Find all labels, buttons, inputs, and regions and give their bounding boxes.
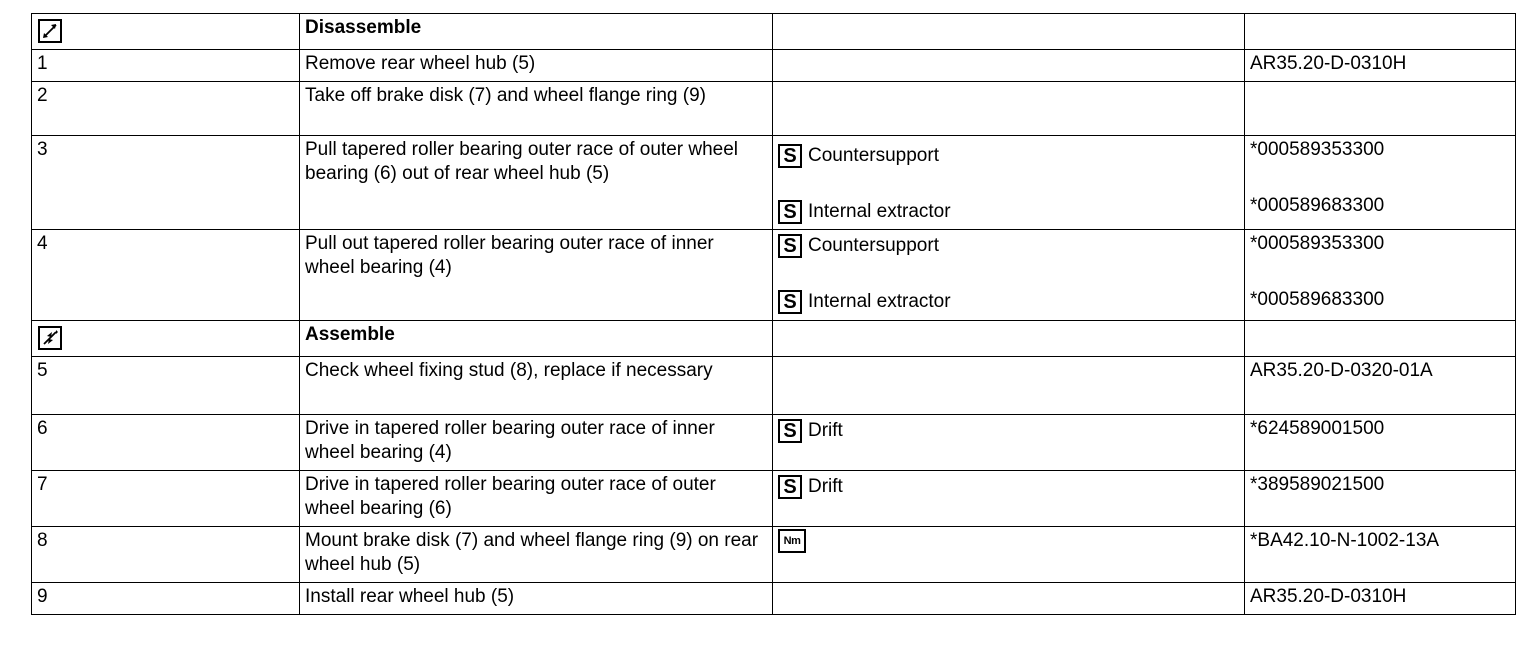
table-row — [32, 357, 1516, 415]
table-row — [32, 583, 1516, 615]
table-row — [32, 230, 1516, 321]
tool-number[interactable]: *000589353300 — [1250, 139, 1385, 160]
special-tool-icon: S — [778, 475, 802, 499]
tool-cell — [773, 321, 1245, 357]
step-cell — [32, 14, 300, 50]
tool-number[interactable]: *000589683300 — [1250, 289, 1385, 310]
procedure-table — [31, 13, 1516, 615]
table-row — [32, 136, 1516, 230]
operation-text: Drive in tapered roller bearing outer race of outer wheel bearing (6) — [300, 471, 773, 527]
operation-text: Pull out tapered roller bearing outer race of inner wheel bearing (4) — [300, 230, 773, 321]
step-number: 4 — [32, 230, 300, 321]
operation-text: Drive in tapered roller bearing outer race of inner wheel bearing (4) — [300, 415, 773, 471]
tool-number[interactable]: *000589353300 — [1250, 233, 1385, 254]
tool-name: Countersupport — [808, 145, 939, 166]
section-title: Disassemble — [300, 14, 773, 50]
tool-cell — [773, 527, 1245, 583]
operation-text: Remove rear wheel hub (5) — [300, 50, 773, 82]
step-number: 2 — [32, 82, 300, 136]
step-number: 7 — [32, 471, 300, 527]
tool-item — [778, 417, 1240, 443]
ref-link[interactable]: AR35.20-D-0320-01A — [1245, 357, 1516, 415]
step-cell — [32, 321, 300, 357]
tool-item — [778, 194, 1240, 224]
operation-text: Take off brake disk (7) and wheel flange ring (9) — [300, 82, 773, 136]
tool-item — [778, 288, 1240, 314]
step-number: 1 — [32, 50, 300, 82]
operation-text: Mount brake disk (7) and wheel flange ring (9) on rear wheel hub (5) — [300, 527, 773, 583]
step-number: 5 — [32, 357, 300, 415]
table-row — [32, 50, 1516, 82]
table-row — [32, 82, 1516, 136]
table-row — [32, 321, 1516, 357]
assemble-arrows-icon — [38, 326, 62, 350]
table-row — [32, 527, 1516, 583]
step-number: 9 — [32, 583, 300, 615]
tool-cell — [773, 471, 1245, 527]
operation-text: Pull tapered roller bearing outer race of outer wheel bearing (6) out of rear wheel hub (5) — [300, 136, 773, 230]
operation-text: Check wheel fixing stud (8), replace if necessary — [300, 357, 773, 415]
tool-cell — [773, 50, 1245, 82]
tool-cell — [773, 357, 1245, 415]
tool-name: Internal extractor — [808, 291, 951, 312]
ref-cell — [1245, 82, 1516, 136]
special-tool-icon: S — [778, 419, 802, 443]
ref-cell — [1245, 136, 1516, 230]
tool-number[interactable]: *624589001500 — [1245, 415, 1516, 471]
disassemble-arrows-icon — [38, 19, 62, 43]
tool-cell — [773, 136, 1245, 230]
section-title: Assemble — [300, 321, 773, 357]
special-tool-icon: S — [778, 200, 802, 224]
ref-cell — [1245, 14, 1516, 50]
tool-name: Countersupport — [808, 235, 939, 256]
tool-cell — [773, 14, 1245, 50]
step-number: 6 — [32, 415, 300, 471]
ref-link[interactable]: *BA42.10-N-1002-13A — [1245, 527, 1516, 583]
tool-item — [778, 473, 1240, 499]
tool-name: Drift — [808, 476, 843, 497]
operation-text: Install rear wheel hub (5) — [300, 583, 773, 615]
ref-cell — [1245, 321, 1516, 357]
tool-cell — [773, 82, 1245, 136]
tool-cell — [773, 230, 1245, 321]
tool-item — [778, 138, 1240, 168]
table-row — [32, 471, 1516, 527]
torque-nm-icon: Nm — [778, 529, 806, 553]
tool-cell — [773, 415, 1245, 471]
tool-name: Internal extractor — [808, 201, 951, 222]
special-tool-icon: S — [778, 144, 802, 168]
tool-name: Drift — [808, 420, 843, 441]
table-row — [32, 415, 1516, 471]
tool-number[interactable]: *000589683300 — [1250, 195, 1385, 216]
step-number: 3 — [32, 136, 300, 230]
table-row — [32, 14, 1516, 50]
ref-link[interactable]: AR35.20-D-0310H — [1245, 50, 1516, 82]
tool-item — [778, 232, 1240, 258]
special-tool-icon: S — [778, 290, 802, 314]
ref-cell — [1245, 230, 1516, 321]
tool-number[interactable]: *389589021500 — [1245, 471, 1516, 527]
ref-link[interactable]: AR35.20-D-0310H — [1245, 583, 1516, 615]
special-tool-icon: S — [778, 234, 802, 258]
tool-cell — [773, 583, 1245, 615]
step-number: 8 — [32, 527, 300, 583]
